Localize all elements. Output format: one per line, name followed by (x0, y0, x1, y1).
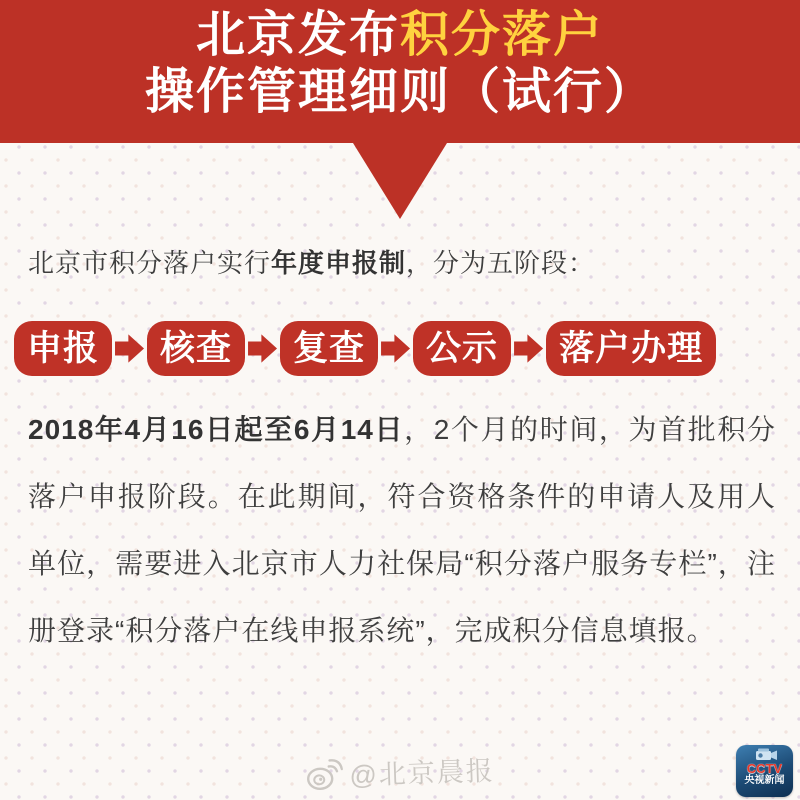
title-part-yellow: 积分落户 (400, 8, 605, 62)
stage-pill-fucha: 复查 (280, 321, 378, 376)
weibo-icon (305, 756, 344, 791)
watermark-text: @北京晨报 (348, 755, 496, 791)
intro-suffix: ，分为五阶段： (406, 248, 596, 278)
intro-bold: 年度申报制 (271, 248, 407, 278)
page-title-line1 (0, 7, 800, 64)
intro-line (28, 243, 595, 280)
stage-pill-gongshi: 公示 (413, 321, 511, 376)
cctv-news-logo (736, 745, 793, 797)
arrow-right-icon (115, 333, 144, 365)
cctv-logo-text: CCTV (746, 761, 783, 776)
weibo-watermark (0, 738, 800, 800)
header-banner (0, 0, 800, 143)
page-title-line2: 操作管理细则（试行） (144, 65, 655, 119)
stage-pill-luohu-banli: 落户办理 (546, 321, 716, 376)
title-part-white: 北京发布 (195, 8, 400, 62)
arrow-right-icon (381, 333, 410, 365)
speech-bubble-tail (353, 143, 447, 219)
arrow-right-icon (248, 333, 277, 365)
paragraph-rest: ，2个月的时间，为首批积分落户申报阶段。在此期间，符合资格条件的申请人及用人单位，需要进入北京市人力社保局“积分落户服务专栏”，注册登录“积分落户在线申报系统”，完成积分信息填报。 (28, 414, 776, 646)
stage-pill-shenbao: 申报 (14, 321, 112, 376)
stage-flow (14, 321, 716, 376)
arrow-right-icon (514, 333, 543, 365)
tv-camera-icon (752, 748, 778, 762)
stage-pill-hecha: 核查 (147, 321, 245, 376)
intro-prefix: 北京市积分落户实行 (28, 248, 272, 278)
cctv-logo-subtext: 央视新闻 (744, 775, 785, 786)
body-paragraph (28, 396, 776, 664)
paragraph-bold-date: 2018年4月16日起至6月14日 (28, 414, 405, 445)
